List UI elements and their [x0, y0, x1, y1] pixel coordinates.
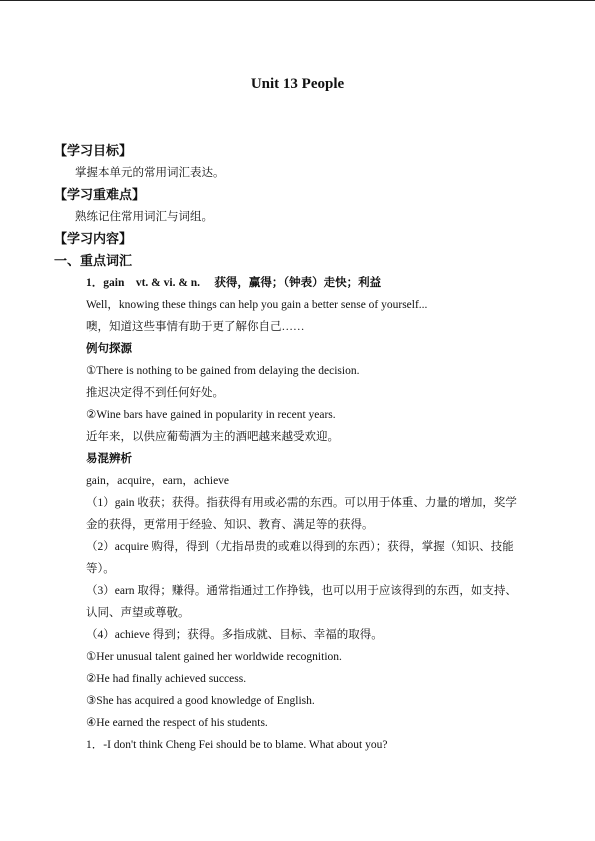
key-points-text: 熟练记住常用词汇与词组。	[75, 211, 213, 223]
example-en: Well，knowing these things can help you gain a better sense of yourself...	[86, 299, 428, 311]
headword-gain: 1．gain vt. & vi. & n. 获得，赢得；（钟表）走快；利益	[86, 277, 382, 289]
usage-example-2: ②He had finally achieved success.	[86, 673, 247, 685]
key-vocabulary-heading: 一、重点词汇	[54, 253, 133, 268]
compare-3-line-2: 认同、声望或尊敬。	[86, 607, 190, 619]
exercise-1: 1．-I don't think Cheng Fei should be to blame. What about you?	[86, 739, 388, 751]
compare-2-line-2: 等）。	[86, 563, 115, 575]
source-2-en: ②Wine bars have gained in popularity in recent years.	[86, 409, 336, 421]
page-title: Unit 13 People	[250, 76, 345, 92]
page-top-rule	[0, 0, 595, 1]
learning-goals-heading: 【学习目标】	[54, 143, 133, 158]
source-1-en: ①There is nothing to be gained from delaying the decision.	[86, 365, 360, 377]
usage-example-3: ③She has acquired a good knowledge of English.	[86, 695, 315, 707]
usage-example-1: ①Her unusual talent gained her worldwide recognition.	[86, 651, 342, 663]
compare-1-line-1: （1）gain 收获；获得。指获得有用或必需的东西。可以用于体重、力量的增加，奖学	[86, 497, 517, 509]
learning-content-heading: 【学习内容】	[54, 231, 133, 246]
source-2-zh: 近年来，以供应葡萄酒为主的酒吧越来越受欢迎。	[86, 431, 339, 443]
example-zh: 噢，知道这些事情有助于更了解你自己……	[86, 321, 305, 333]
compare-4-line-1: （4）achieve 得到；获得。多指成就、目标、幸福的取得。	[86, 629, 383, 641]
key-points-heading: 【学习重难点】	[54, 187, 146, 202]
compare-2-line-1: （2）acquire 购得，得到（尤指昂贵的或难以得到的东西）；获得，掌握（知识、技能	[86, 541, 514, 553]
compare-3-line-1: （3）earn 取得；赚得。通常指通过工作挣钱，也可以用于应该得到的东西，如支持、	[86, 585, 517, 597]
usage-example-4: ④He earned the respect of his students.	[86, 717, 268, 729]
source-1-zh: 推迟决定得不到任何好处。	[86, 387, 224, 399]
compare-words: gain，acquire，earn，achieve	[86, 475, 230, 487]
source-heading: 例句探源	[86, 343, 132, 355]
learning-goals-text: 掌握本单元的常用词汇表达。	[75, 167, 225, 179]
compare-1-line-2: 金的获得，更常用于经验、知识、教育、满足等的获得。	[86, 519, 374, 531]
compare-heading: 易混辨析	[86, 453, 132, 465]
